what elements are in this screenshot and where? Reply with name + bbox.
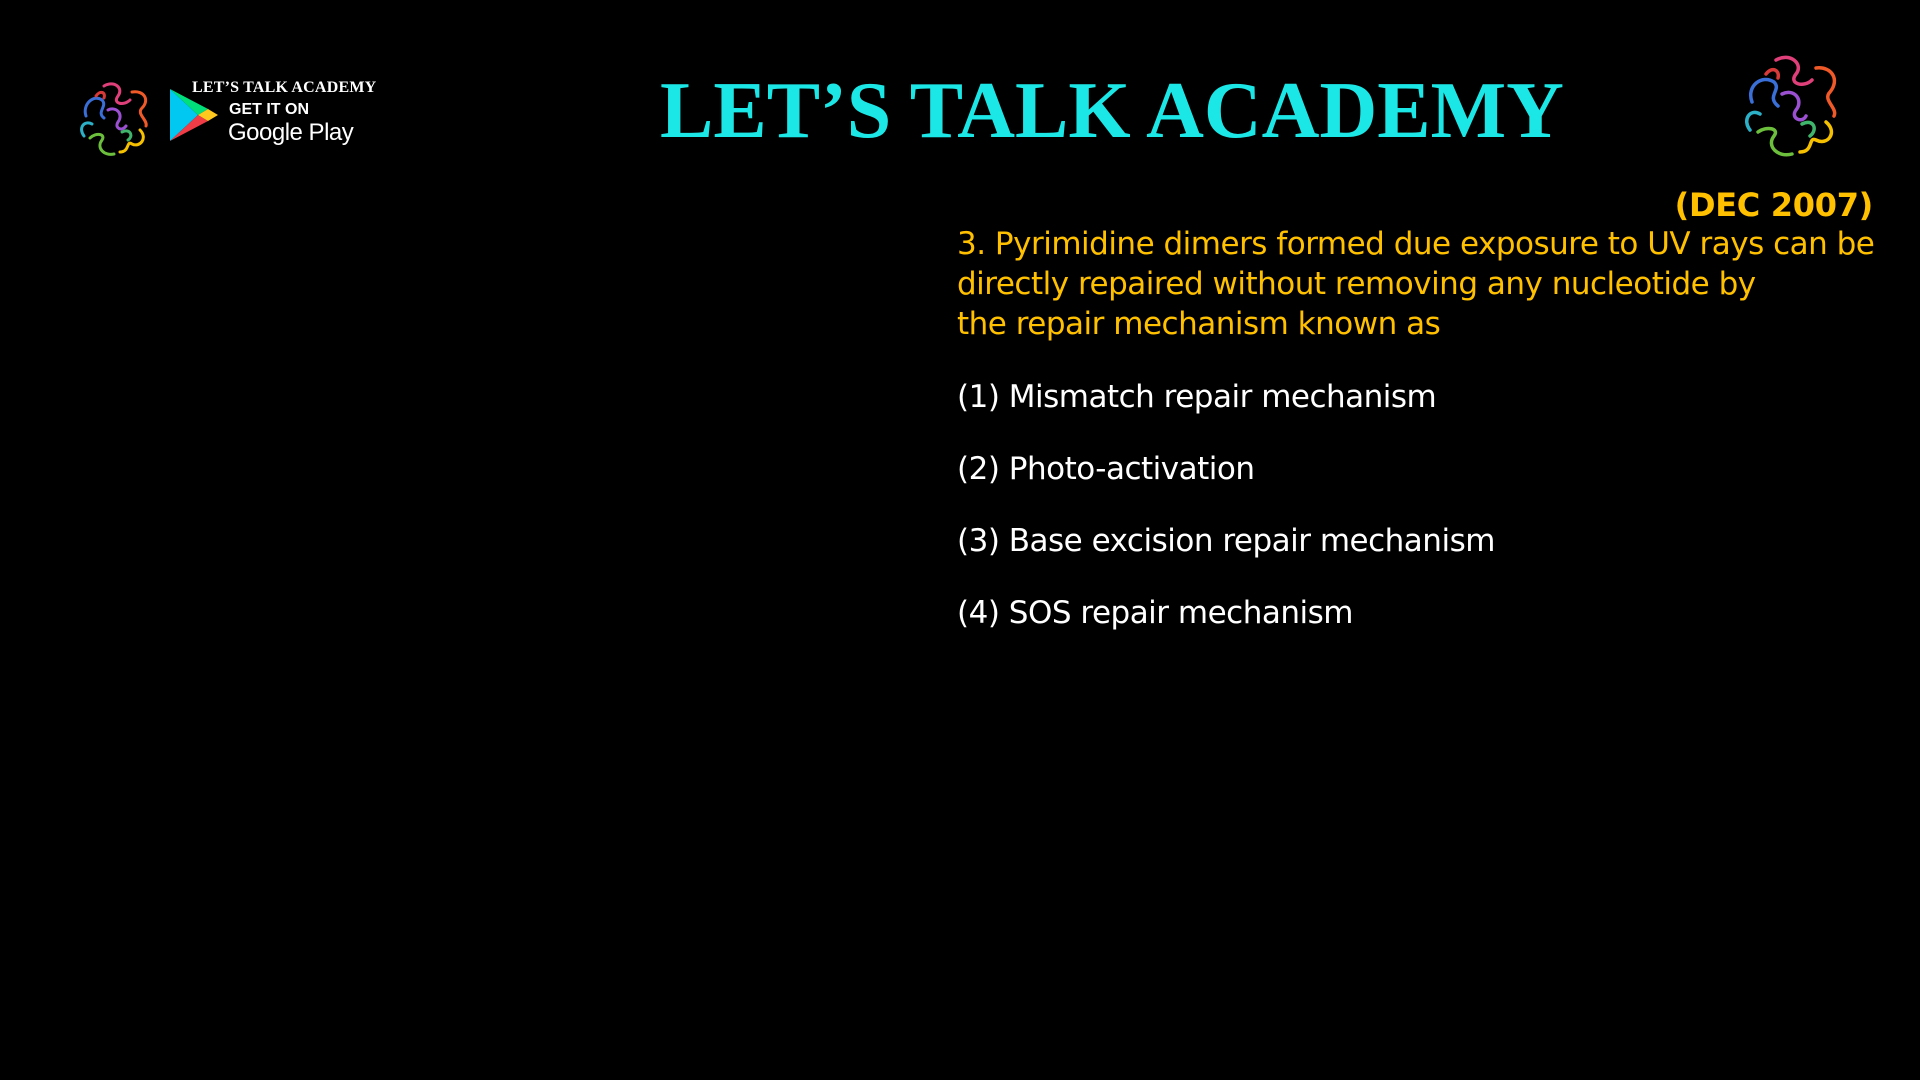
answer-option-3[interactable]: (3) Base excision repair mechanism — [957, 523, 1495, 559]
question-line: directly repaired without removing any nucleotide by — [957, 266, 1756, 302]
badge-store-name: Google Play — [228, 119, 354, 146]
protein-structure-logo-icon — [74, 76, 158, 160]
question-text — [957, 224, 1877, 344]
answer-option-1[interactable]: (1) Mismatch repair mechanism — [957, 379, 1437, 415]
google-play-badge[interactable] — [74, 76, 414, 160]
badge-brand-text: LET’S TALK ACADEMY — [192, 79, 377, 96]
answer-option-2[interactable]: (2) Photo-activation — [957, 451, 1255, 487]
question-line: 3. Pyrimidine dimers formed due exposure to UV rays can be — [957, 226, 1875, 262]
answer-options — [957, 375, 1857, 663]
page-title: LET’S TALK ACADEMY — [660, 67, 1564, 155]
protein-structure-logo-icon — [1736, 48, 1852, 162]
question-line: the repair mechanism known as — [957, 306, 1441, 342]
answer-option-4[interactable]: (4) SOS repair mechanism — [957, 595, 1353, 631]
exam-tag: (DEC 2007) — [1674, 186, 1873, 224]
badge-get-it-on: GET IT ON — [229, 101, 309, 118]
